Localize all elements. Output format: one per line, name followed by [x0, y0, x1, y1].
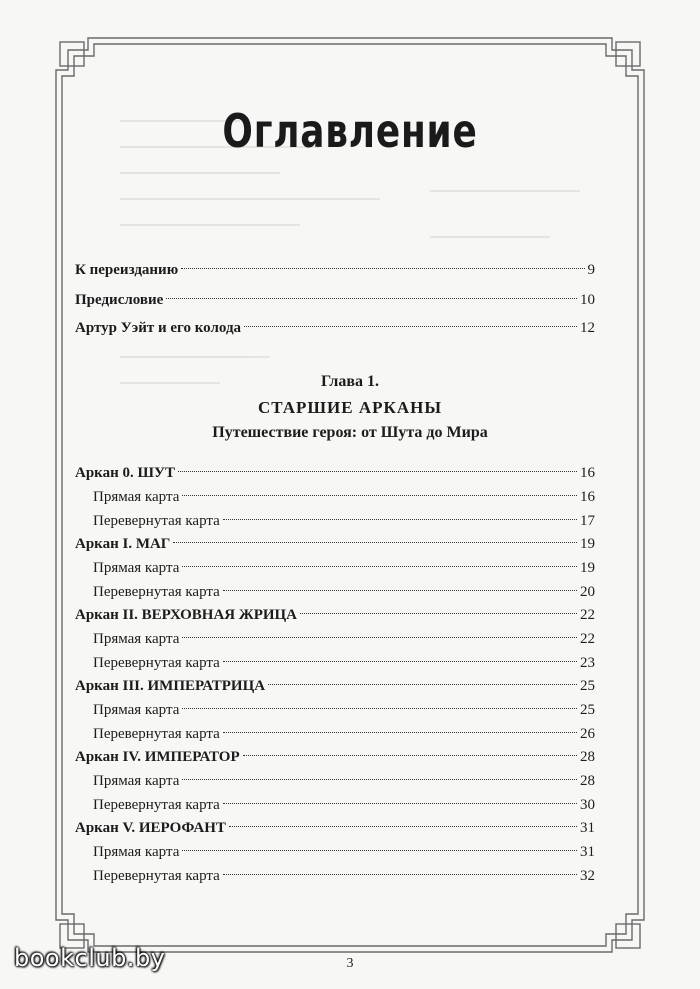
dot-leader	[243, 755, 577, 756]
dot-leader	[182, 708, 577, 709]
toc-entry-page: 19	[580, 560, 595, 576]
chapter-title: СТАРШИЕ АРКАНЫ	[257, 398, 443, 417]
toc-entry	[75, 651, 595, 675]
dot-leader	[223, 732, 577, 733]
toc-entry-label: Аркан II. ВЕРХОВНАЯ ЖРИЦА	[75, 607, 298, 623]
toc-entry-label: Артур Уэйт и его колода	[75, 320, 242, 336]
toc-entry-label: Аркан III. ИМПЕРАТРИЦА	[75, 678, 266, 694]
dot-leader	[223, 590, 577, 591]
toc-entry-label: Прямая карта	[93, 631, 180, 647]
dot-leader	[223, 661, 577, 662]
toc-entry-page: 32	[580, 868, 595, 884]
toc-entry	[75, 793, 595, 817]
dot-leader	[178, 471, 577, 472]
toc-entry-label: Прямая карта	[93, 773, 180, 789]
toc-entry-label: Прямая карта	[93, 489, 180, 505]
toc-entry	[75, 603, 595, 627]
dot-leader	[268, 684, 577, 685]
dot-leader	[223, 874, 577, 875]
toc-entry	[75, 674, 595, 698]
dot-leader	[173, 542, 577, 543]
dot-leader	[182, 495, 577, 496]
dot-leader	[182, 850, 577, 851]
toc-entry-page: 25	[580, 702, 595, 718]
toc-entry-page: 26	[580, 726, 595, 742]
toc-entry	[75, 816, 595, 840]
toc-entry-label: Предисловие	[75, 292, 164, 308]
dot-leader	[182, 566, 577, 567]
toc-entry	[75, 461, 595, 485]
dot-leader	[223, 803, 577, 804]
toc-entry-page: 16	[580, 465, 595, 481]
dot-leader	[182, 637, 577, 638]
chapter-number: Глава 1.	[321, 373, 379, 390]
chapter-subtitle: Путешествие героя: от Шута до Мира	[212, 424, 488, 441]
toc-entry-page: 16	[580, 489, 595, 505]
toc-entry-page: 23	[580, 655, 595, 671]
toc-entry-page: 25	[580, 678, 595, 694]
toc-entry-page: 28	[580, 773, 595, 789]
toc-entry	[75, 556, 595, 580]
toc-entry-page: 19	[580, 536, 595, 552]
toc-entry	[75, 840, 595, 864]
toc-entry-page: 31	[580, 844, 595, 860]
toc-entry	[75, 769, 595, 793]
toc-entry-page: 9	[587, 262, 595, 278]
toc-entry-page: 20	[580, 584, 595, 600]
dot-leader	[300, 613, 577, 614]
toc-entry	[75, 745, 595, 769]
toc-entry-page: 10	[580, 292, 595, 308]
toc-entry	[75, 627, 595, 651]
toc-entry-label: Прямая карта	[93, 844, 180, 860]
toc-entry	[75, 864, 595, 888]
toc-entry-label: Прямая карта	[93, 702, 180, 718]
dot-leader	[182, 779, 577, 780]
toc-entry-label: Аркан I. МАГ	[75, 536, 171, 552]
dot-leader	[223, 519, 577, 520]
toc-entry	[75, 532, 595, 556]
toc-entry-page: 30	[580, 797, 595, 813]
toc-entry-label: Перевернутая карта	[93, 655, 220, 671]
toc-entry-label: Аркан IV. ИМПЕРАТОР	[75, 749, 240, 765]
toc-entry-label: Перевернутая карта	[93, 797, 220, 813]
toc-entry-label: Перевернутая карта	[93, 513, 220, 529]
dot-leader	[229, 826, 577, 827]
toc-entry	[75, 509, 595, 533]
toc-entry-page: 28	[580, 749, 595, 765]
toc-entry	[75, 722, 595, 746]
toc-entry-label: Аркан V. ИЕРОФАНТ	[75, 820, 226, 836]
toc-entry-label: Аркан 0. ШУТ	[75, 465, 175, 481]
page-number: 3	[346, 956, 354, 971]
watermark: bookclub.by	[14, 944, 166, 972]
toc-entry-page: 22	[580, 607, 595, 623]
toc-entry-label: Перевернутая карта	[93, 726, 220, 742]
toc-entry-page: 12	[580, 320, 595, 336]
toc-entry-label: Перевернутая карта	[93, 868, 220, 884]
toc-entry-page: 22	[580, 631, 595, 647]
page-title: Оглавление	[222, 104, 478, 158]
toc-entry-label: К переизданию	[75, 262, 179, 278]
toc-entry	[75, 580, 595, 604]
toc-entry	[75, 698, 595, 722]
toc-entry-label: Прямая карта	[93, 560, 180, 576]
toc-entry-page: 31	[580, 820, 595, 836]
toc-entry-label: Перевернутая карта	[93, 584, 220, 600]
toc-entry-page: 17	[580, 513, 595, 529]
arcana-contents	[75, 0, 595, 989]
toc-entry	[75, 485, 595, 509]
